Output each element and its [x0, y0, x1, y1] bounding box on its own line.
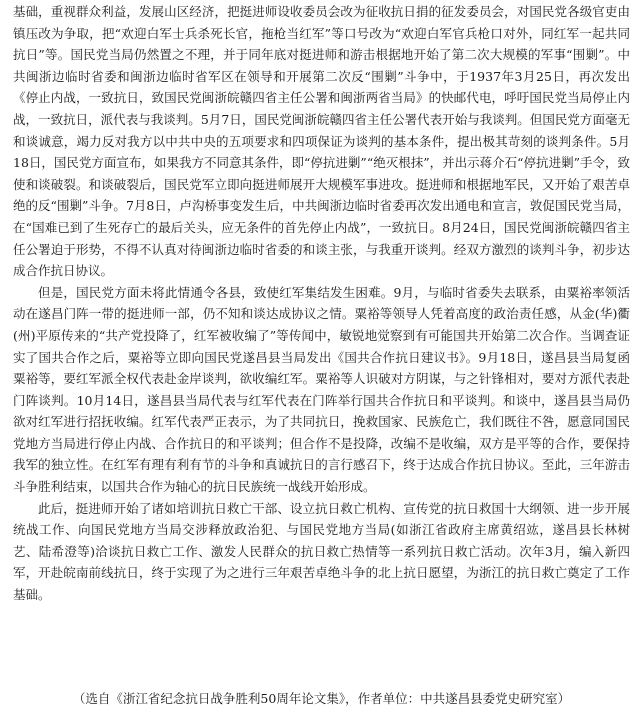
source-open: （选自 — [72, 691, 111, 706]
paragraph-1: 基础，重视群众利益，发展山区经济，把挺进师设收委员会改为征收抗日捐的征发委员会，对国民党各级官吏由镇压改为争取，把“欢迎白军士兵杀死长官，拖枪当红军”等口号改为“欢迎白军官兵枪口对外，同红军一起共同抗日”等。国民党当局仍然置之不理，并于同年底对挺进师和游击根据地开始了第二次大规模的军事“围剿”。中共闽浙边临时省委和闽浙边临时省军区在领导和开展第二次反“围剿”斗争中，于1937年3月25日，再次发出《停止内战，一致抗日，致国民党闽浙皖赣四省主任公署和闽浙两省当局》的快邮代电，呼吁国民党当局停止内战，一致抗日，派代表与我谈判。5月7日，国民党闽浙皖赣四省主任公署代表开始与我谈判。但国民党方面毫无和谈诚意，竭力反对我方以中共中央的五项要求和四项保证为谈判的基本条件，提出极其苛刻的谈判条件。5月18日，国民党方面宣布，如果我方不同意其条件，即“停抗进剿”“绝灭根抹”，并出示蒋介石“停抗进剿”手令，致使和谈破裂。和谈破裂后，国民党军立即向挺进师展开大规模军事进攻。挺进师和根据地军民，又开始了艰苦卓绝的反“围剿”斗争。7月8日，卢沟桥事变发生后，中共闽浙边临时省委再次发出通电和宣言，敦促国民党当局，在“国难已到了生死存亡的最后关头，应无条件的首先停止内战”，一致抗日。8月24日，国民党闽浙皖赣四省主任公署迫于形势，不得不认真对待闽浙边临时省委的和谈主张，与我重开谈判。经双方激烈的谈判斗争，初步达成合作抗日协议。 — [13, 4, 630, 279]
source-book-title: 《浙江省纪念抗日战争胜利50周年论文集》 — [110, 691, 346, 706]
source-author-unit: ，作者单位：中共遂昌县委党史研究室） — [345, 691, 571, 706]
paragraph-3: 此后，挺进师开始了诸如培训抗日救亡干部、设立抗日救亡机构、宣传党的抗日救国十大纲领、进一步开展统战工作、向国民党地方当局交涉释放政治犯、与国民党地方当局(如浙江省政府主席黄绍竑，遂昌县长林树艺、陆希澄等)洽谈抗日救亡工作、激发人民群众的抗日救亡热情等一系列抗日救亡活动。次年3月，编入新四军，开赴皖南前线抗日，终于实现了为之进行三年艰苦卓绝斗争的北上抗日愿望，为浙江的抗日救亡奠定了工作基础。 — [13, 500, 630, 603]
source-citation — [0, 689, 643, 709]
paragraph-2: 但是，国民党方面未将此情通令各县，致使红军集结发生困难。9月，与临时省委失去联系，由粟裕率领活动在遂昌门阵一带的挺进师一部，仍不知和谈达成协议之情。粟裕等领导人凭着高度的政治责任感，从金(华)衢(州)平原传来的“共产党投降了，红军被收编了”等传闻中，敏锐地觉察到有可能国共开始第二次合作。当调查证实了国共合作之后，粟裕等立即向国民党遂昌县当局发出《国共合作抗日建议书》。9月18日，遂昌县当局复函粟裕等，要红军派全权代表赴金岸谈判，欲收编红军。粟裕等人识破对方阴谋，与之针锋相对，要对方派代表赴门阵谈判。10月14日，遂昌县当局代表与红军代表在门阵举行国共合作抗日和平谈判。和谈中，遂昌县当局仍欲对红军进行招抚收编。红军代表严正表示，为了共同抗日，挽救国家、民族危亡，我们既往不咎，愿意同国民党地方当局进行停止内战、合作抗日的和平谈判；但合作不是投降，改编不是收编，双方是平等的合作，要保持我军的独立性。在红军有理有利有节的斗争和真诚抗日的言行感召下，终于达成合作抗日协议。至此，三年游击斗争胜利结束，以国共合作为轴心的抗日民族统一战线开始形成。 — [13, 284, 630, 495]
